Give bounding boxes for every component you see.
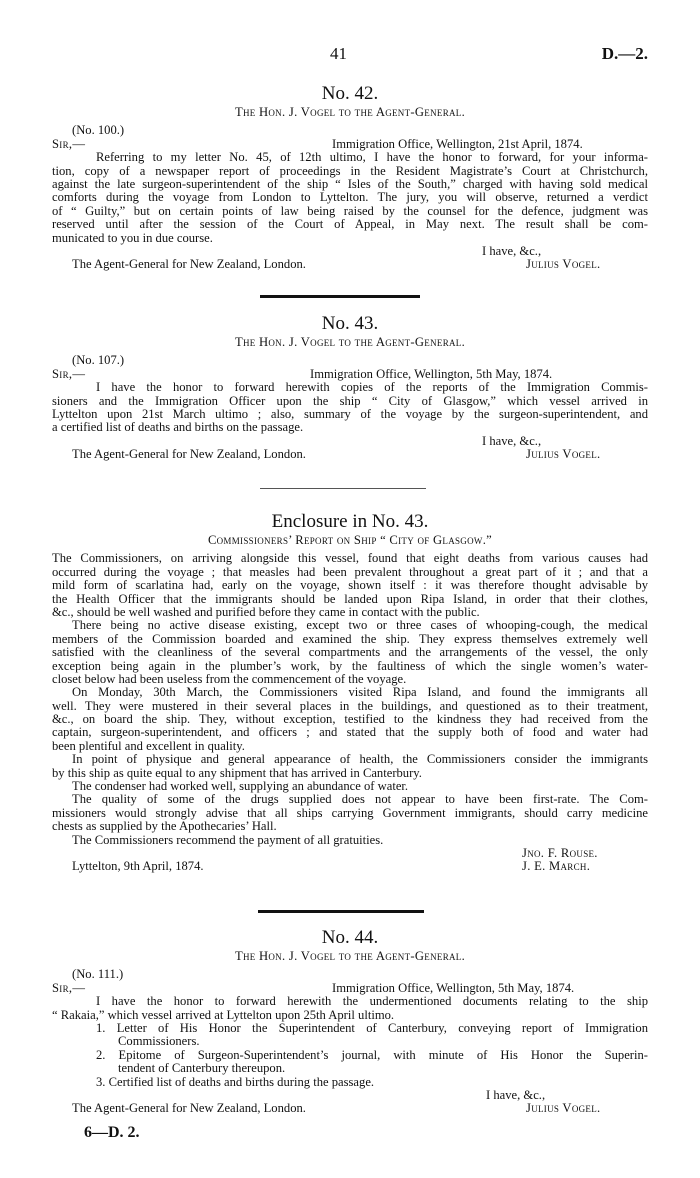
letter-44 — [52, 926, 648, 1116]
body-line: I have the honor to forward herewith the undermentioned documents relating to the ship — [96, 994, 648, 1009]
addressee: The Agent-General for New Zealand, London. — [72, 257, 306, 272]
closing — [52, 245, 648, 258]
section-rule — [260, 488, 426, 489]
salutation: Sir,— — [52, 980, 86, 995]
body-line: chests as supplied by the Apothecaries’ Hall. — [52, 819, 277, 834]
place-date: Lyttelton, 9th April, 1874. — [72, 859, 204, 874]
body-line: On Monday, 30th March, the Commissioners visited Ripa Island, and found the immigrants all — [72, 685, 648, 700]
body-line: captain, surgeon-superintendent, and officers ; and stated that the supply both of food and water had — [52, 725, 648, 740]
closing — [52, 435, 648, 448]
body-line: The Commissioners recommend the payment of all gratuities. — [72, 832, 384, 847]
addressee: The Agent-General for New Zealand, London. — [72, 447, 306, 462]
body-line: &c., on board the ship. They, without exception, testified to the kindness they had received from the — [52, 712, 648, 727]
signatory-line — [52, 860, 648, 873]
letter-subtitle: The Hon. J. Vogel to the Agent-General. — [234, 949, 466, 963]
list-item: tendent of Canterbury thereupon. — [118, 1061, 286, 1076]
sign-line — [52, 258, 648, 271]
sign-line — [52, 1102, 648, 1115]
body-line: been plentiful and excellent in quality. — [52, 738, 245, 753]
body-line: by this ship as quite equal to any shipment that has arrived in Canterbury. — [52, 765, 422, 780]
body-line: against the late surgeon-superintendent of the ship “ Isles of the South,” charged with having sold medical — [52, 176, 648, 191]
addressee: The Agent-General for New Zealand, London. — [72, 1101, 306, 1116]
body-line: sioners and the Immigration Officer upon the ship “ City of Glasgow,” which vessel arrived in — [52, 393, 648, 408]
closing-text: I have, &c., — [486, 1087, 546, 1102]
letter-43 — [52, 312, 648, 462]
body-line: municated to you in due course. — [52, 230, 213, 245]
dateline: Immigration Office, Wellington, 5th May, 1874. — [332, 980, 575, 995]
list-item: 1. Letter of His Honor the Superintendent of Canterbury, conveying report of Immigration — [96, 1020, 648, 1035]
body-line: The Commissioners, on arriving alongside this vessel, found that eight deaths from various causes had — [52, 551, 648, 566]
body-line: closet below had been useless from the commencement of the voyage. — [52, 671, 407, 686]
salutation: Sir,— — [52, 366, 86, 381]
document-reference: D.—2. — [601, 44, 648, 63]
signatory-line — [52, 847, 648, 860]
dateline: Immigration Office, Wellington, 21st April, 1874. — [332, 136, 583, 151]
page-number: 41 — [330, 44, 347, 63]
signature-mark: 6—D. 2. — [84, 1124, 140, 1141]
body-line: In point of physique and general appearance of health, the Commissioners consider the immigrants — [72, 752, 648, 767]
list-item: Commissioners. — [118, 1034, 200, 1049]
signatory: Jno. F. Rouse. — [522, 845, 598, 860]
letter-number: No. 43. — [321, 313, 379, 334]
body-line: Lyttelton upon 21st March ultimo ; also, summary of the voyage by the surgeon-superintendent, and — [52, 406, 648, 421]
enclosure-43 — [52, 510, 648, 874]
letter-number: No. 44. — [321, 927, 379, 948]
enclosure-title: Enclosure in No. 43. — [271, 511, 429, 532]
salutation-line — [52, 368, 648, 381]
body-line: Referring to my letter No. 45, of 12th ultimo, I have the honor to forward, for your informa- — [96, 150, 648, 165]
body-line: There being no active disease existing, except two or three cases of whooping-cough, the medical — [72, 618, 648, 633]
letter-42 — [52, 82, 648, 272]
letter-ref: (No. 107.) — [72, 353, 125, 368]
body-line: of “ Guilty,” but on certain points of law being raised by the counsel for the defence, judgment was — [52, 203, 648, 218]
body-line: The quality of some of the drugs supplied does not appear to have been first-rate. The Com- — [72, 792, 648, 807]
closing — [52, 1089, 648, 1102]
enclosure-subtitle: Commissioners’ Report on Ship “ City of Glasgow.” — [207, 533, 493, 547]
closing-text: I have, &c., — [482, 433, 542, 448]
body-line: well. They were mustered in their several places in the buildings, and questioned as to their treatment, — [52, 698, 648, 713]
signature: Julius Vogel. — [526, 257, 601, 272]
body-line: mild form of scarlatina had, early on the voyage, shown itself : it was therefore thought advisable by — [52, 578, 648, 593]
body-line: a certified list of deaths and births on the passage. — [52, 420, 304, 435]
signature: Julius Vogel. — [526, 447, 601, 462]
list-item: 2. Epitome of Surgeon-Superintendent’s journal, with minute of His Honor the Superin- — [96, 1047, 648, 1062]
letter-subtitle: The Hon. J. Vogel to the Agent-General. — [234, 335, 466, 349]
letter-ref: (No. 111.) — [72, 967, 124, 982]
letter-number: No. 42. — [321, 83, 379, 104]
dateline: Immigration Office, Wellington, 5th May, 1874. — [310, 366, 553, 381]
body-line: tion, copy of a newspaper report of proceedings in the Resident Magistrate’s Court at Christchurch, — [52, 163, 648, 178]
body-line: occurred during the voyage ; that measles had been prevalent throughout a great part of it ; and that a — [52, 564, 648, 579]
letter-subtitle: The Hon. J. Vogel to the Agent-General. — [234, 105, 466, 119]
list-item: 3. Certified list of deaths and births during the passage. — [96, 1074, 375, 1089]
body-line: comforts during the voyage from London to Lyttelton. The jury, you will observe, returned a verdict — [52, 190, 648, 205]
running-header — [0, 44, 700, 66]
body-line: satisfied with the cleanliness of the several compartments and the arrangements of the vessel, the only — [52, 645, 648, 660]
salutation-line — [52, 138, 648, 151]
section-rule — [258, 910, 424, 913]
body-line: exception being again in the plumber’s work, by the faultiness of which the single women’s water- — [52, 658, 648, 673]
salutation: Sir,— — [52, 136, 86, 151]
sign-line — [52, 448, 648, 461]
closing-text: I have, &c., — [482, 243, 542, 258]
signatory: J. E. March. — [522, 859, 591, 874]
body-line: the Health Officer that the immigrants should be landed upon Ripa Island, in order that their clothes, — [52, 591, 648, 606]
body-line: “ Rakaia,” which vessel arrived at Lyttelton upon 25th April ultimo. — [52, 1007, 395, 1022]
body-line: missioners would strongly advise that all ships carrying Government immigrants, should carry medicine — [52, 805, 648, 820]
letter-ref: (No. 100.) — [72, 123, 125, 138]
body-line: reserved until after the session of the Court of Appeal, in May next. The result shall be com- — [52, 217, 648, 232]
body-line: I have the honor to forward herewith copies of the reports of the Immigration Commis- — [96, 380, 648, 395]
salutation-line — [52, 982, 648, 995]
body-line: members of the Commission boarded and examined the ship. They express themselves extremely well — [52, 631, 648, 646]
section-rule — [260, 295, 420, 298]
body-line: &c., should be well washed and purified before they came in contact with the public. — [52, 604, 480, 619]
body-line: The condenser had worked well, supplying an abundance of water. — [72, 779, 409, 794]
signature: Julius Vogel. — [526, 1101, 601, 1116]
